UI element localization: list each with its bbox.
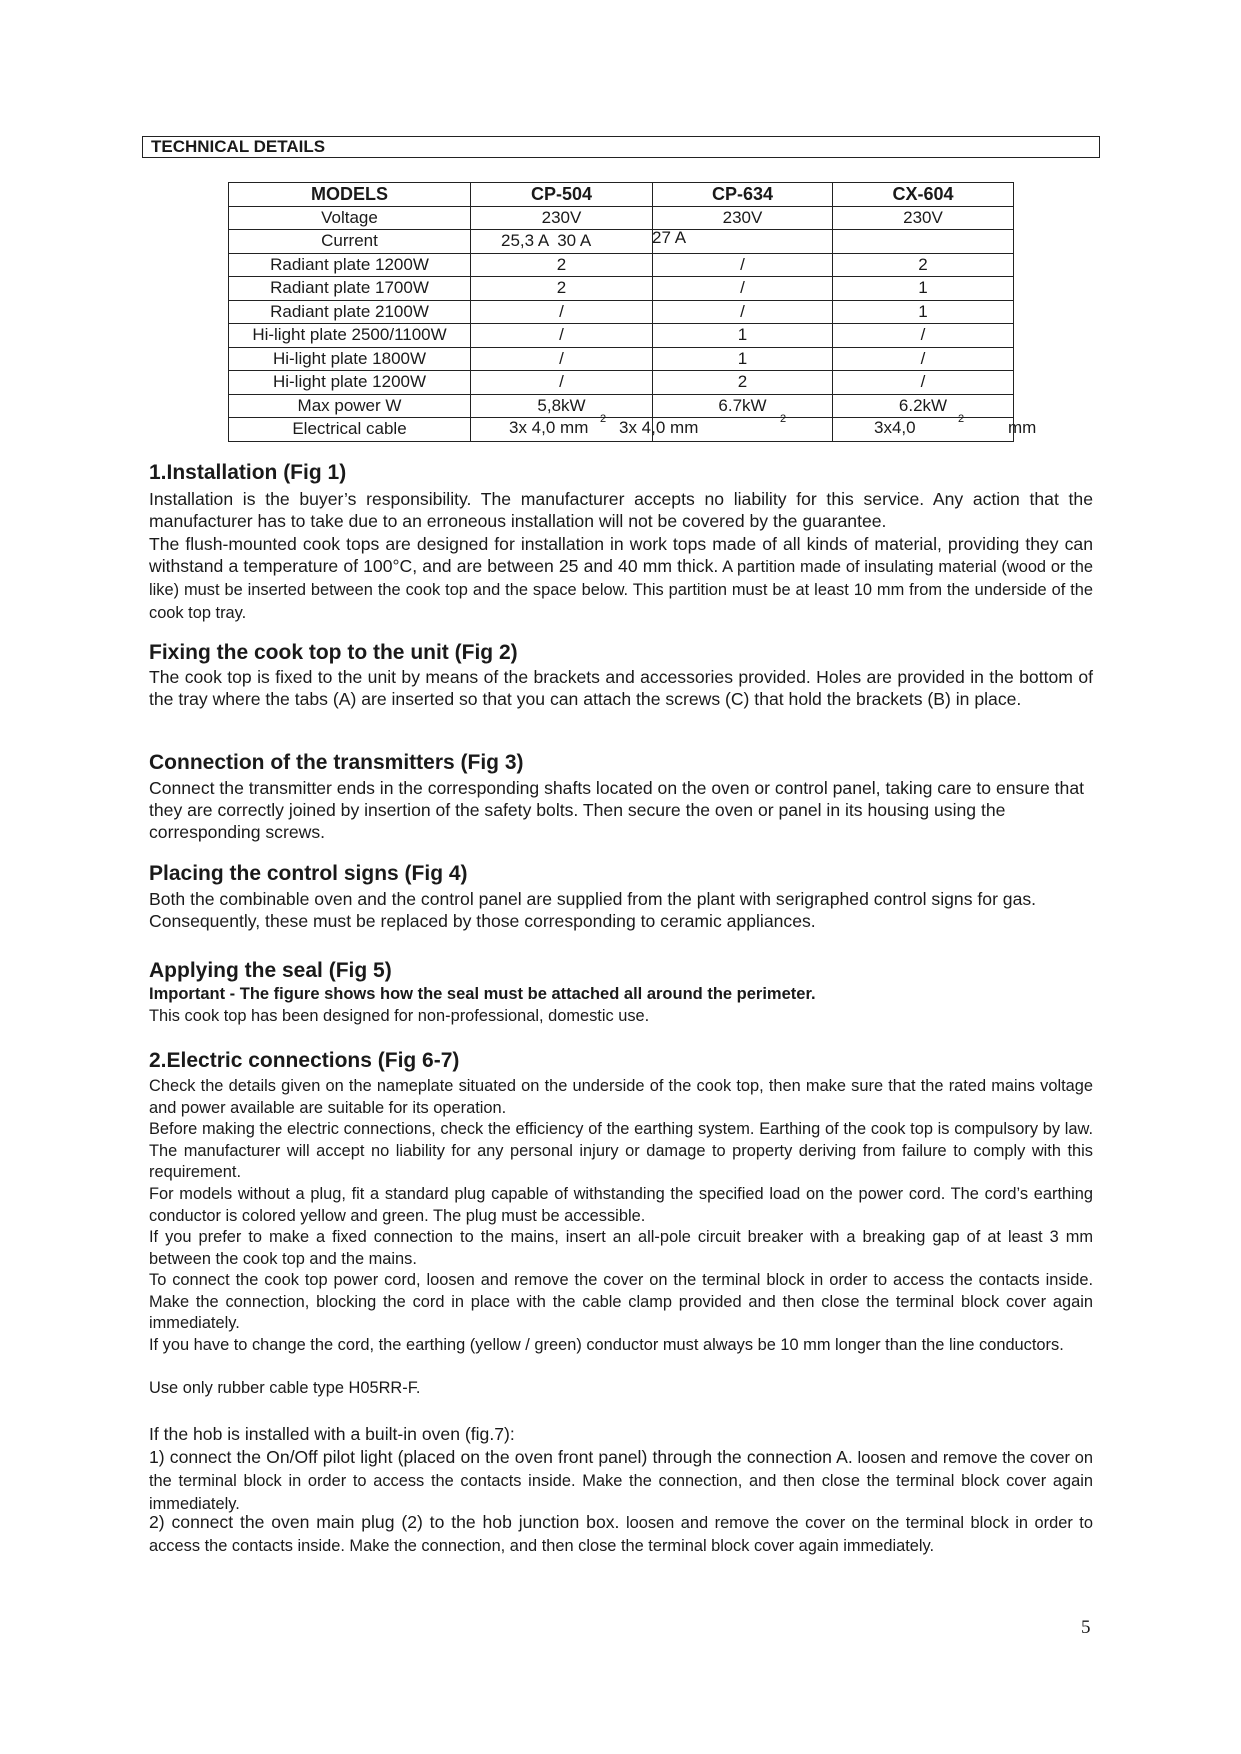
row-label: Hi-light plate 1200W [229, 371, 471, 395]
control-signs-paragraph: Both the combinable oven and the control panel are supplied from the plant with serigraphed control signs for gas. Consequently, these must be replaced by those corresponding to ceramic appliances. [149, 889, 1037, 931]
row-label: Radiant plate 1700W [229, 277, 471, 301]
current-a: 25,3 A [501, 231, 550, 251]
cell: / [653, 277, 833, 301]
cell: 2 [471, 277, 653, 301]
cell: 230V [833, 206, 1014, 230]
row-label: Current [229, 230, 471, 254]
row-label: Radiant plate 2100W [229, 300, 471, 324]
table-row [229, 277, 1014, 301]
electric-title: 2.Electric connections (Fig 6-7) [149, 1049, 460, 1072]
cell: 230V [471, 206, 653, 230]
technical-details-header: TECHNICAL DETAILS [142, 136, 1100, 158]
transmitters-title: Connection of the transmitters (Fig 3) [149, 751, 524, 774]
cell: / [653, 253, 833, 277]
transmitters-paragraph: Connect the transmitter ends in the corresponding shafts located on the oven or control panel, taking care to ensure that they are correctly joined by insertion of the safety bolts. Then secure the oven or panel in its housing using the corresponding screws. [149, 778, 1084, 842]
table-row [229, 394, 1014, 418]
oven-step-1 [149, 1446, 1093, 1515]
table-row [229, 324, 1014, 348]
header-cp-634: CP-634 [653, 183, 833, 207]
cable-cp-634: 3x 4,0 mm [619, 418, 699, 437]
cell: 6.7kW [653, 394, 833, 418]
electric-paragraph-2: Before making the electric connections, check the efficiency of the earthing system. Earthing of the cook top is compulsory by law. The manufacturer will accept no liability for any personal injury or damage to property deriving from failure to comply with this requirement. [149, 1120, 1093, 1182]
cable-cx-604-unit: mm [1008, 418, 1037, 437]
cell: / [833, 371, 1014, 395]
fixing-title: Fixing the cook top to the unit (Fig 2) [149, 641, 518, 664]
cell-current-values [471, 230, 653, 254]
cell: 1 [653, 347, 833, 371]
cable-cx-604-sup: 2 [958, 413, 965, 425]
header-models: MODELS [229, 183, 471, 207]
row-label: Max power W [229, 394, 471, 418]
cell: 2 [653, 371, 833, 395]
cable-cx-604: 3x4,0 [874, 418, 916, 437]
electric-paragraph-6: If you have to change the cord, the earthing (yellow / green) conductor must always be 10 mm longer than the line conductors. [149, 1336, 1064, 1354]
cell: 2 [833, 253, 1014, 277]
current-b: 30 A [557, 231, 592, 251]
row-label: Hi-light plate 1800W [229, 347, 471, 371]
cell: 1 [833, 300, 1014, 324]
header-cx-604: CX-604 [833, 183, 1014, 207]
oven-step-2-small: loosen and remove the cover on the terminal block in order to access the contacts inside. Make the connection, and then close the terminal block cover again immediately. [149, 1514, 1093, 1555]
cell: / [471, 347, 653, 371]
electric-paragraph-3: For models without a plug, fit a standard plug capable of withstanding the specified load on the power cord. The cord’s earthing conductor is colored yellow and green. The plug must be accessible. [149, 1185, 1093, 1225]
electric-paragraph-5: To connect the cook top power cord, loosen and remove the cover on the terminal block in order to access the contacts inside. Make the connection, blocking the cord in place with the cable clamp provided and then close the terminal block cover again immediately. [149, 1271, 1093, 1333]
electric-paragraph-1: Check the details given on the nameplate situated on the underside of the cook top, then make sure that the rated mains voltage and power available are suitable for its operation. [149, 1077, 1093, 1117]
cell [833, 230, 1014, 254]
table-row [229, 371, 1014, 395]
header-cp-504: CP-504 [471, 183, 653, 207]
oven-step-2 [149, 1511, 1093, 1557]
installation-p2-small: A partition made of insulating material (wood or the like) must be inserted between the cook top and the space below. This partition must be at least 10 mm from the underside of the cook top tray. [149, 558, 1093, 622]
table-row [229, 206, 1014, 230]
seal-title: Applying the seal (Fig 5) [149, 959, 392, 982]
electric-paragraph-7: Use only rubber cable type H05RR-F. [149, 1379, 421, 1397]
table-header-row [229, 183, 1014, 207]
cable-cp-504-sup: 2 [600, 413, 607, 425]
cell: 1 [833, 277, 1014, 301]
installation-paragraph-2 [149, 533, 1093, 624]
table-row-current [229, 230, 1014, 254]
cell [833, 418, 1014, 442]
control-signs-title: Placing the control signs (Fig 4) [149, 862, 468, 885]
page-number: 5 [1081, 1617, 1091, 1638]
oven-step-2-main: 2) connect the oven main plug (2) to the hob junction box. [149, 1512, 620, 1532]
cable-cp-504: 3x 4,0 mm [509, 418, 589, 437]
cell: / [471, 300, 653, 324]
cell: / [471, 324, 653, 348]
oven-step-1-small: loosen and remove the cover on the terminal block in order to access the contacts inside. Make the connection, and then close the terminal block cover again immediately. [149, 1449, 1093, 1513]
seal-important: Important - The figure shows how the seal must be attached all around the perimeter. [149, 985, 816, 1003]
electric-paragraph-4: If you prefer to make a fixed connection to the mains, insert an all-pole circuit breaker with a breaking gap of at least 3 mm between the cook top and the mains. [149, 1228, 1093, 1268]
cable-cp-634-sup: 2 [780, 413, 787, 425]
cell: 1 [653, 324, 833, 348]
installation-p2-main: The flush-mounted cook tops are designed for installation in work tops made of all kinds of material, providing they can withstand a temperature of 100°C, and are between 25 and 40 mm thick. [149, 534, 1093, 576]
cell: / [471, 371, 653, 395]
cell: / [833, 347, 1014, 371]
table-row [229, 300, 1014, 324]
row-label: Electrical cable [229, 418, 471, 442]
table-row [229, 253, 1014, 277]
row-label: Radiant plate 1200W [229, 253, 471, 277]
cell: 6.2kW [833, 394, 1014, 418]
fixing-paragraph: The cook top is fixed to the unit by means of the brackets and accessories provided. Holes are provided in the bottom of the tray where the tabs (A) are inserted so that you can attach the screws (C) that hold the brackets (B) in place. [149, 667, 1093, 709]
cell: 5,8kW [471, 394, 653, 418]
table-row [229, 347, 1014, 371]
installation-paragraph-1: Installation is the buyer’s responsibility. The manufacturer accepts no liability for this service. Any action that the manufacturer has to take due to an erroneous installation will not be covered by the guarantee. [149, 489, 1093, 531]
cell: 230V [653, 206, 833, 230]
cell: / [653, 300, 833, 324]
seal-paragraph: This cook top has been designed for non-professional, domestic use. [149, 1007, 650, 1025]
oven-step-1-main: 1) connect the On/Off pilot light (placed on the oven front panel) through the connection A. [149, 1447, 853, 1467]
row-label: Voltage [229, 206, 471, 230]
cell: 2 [471, 253, 653, 277]
current-c: 27 A [652, 228, 687, 247]
cell: / [833, 324, 1014, 348]
installation-title: 1.Installation (Fig 1) [149, 461, 347, 484]
specs-table [228, 182, 1014, 442]
row-label: Hi-light plate 2500/1100W [229, 324, 471, 348]
oven-intro: If the hob is installed with a built-in oven (fig.7): [149, 1424, 515, 1444]
